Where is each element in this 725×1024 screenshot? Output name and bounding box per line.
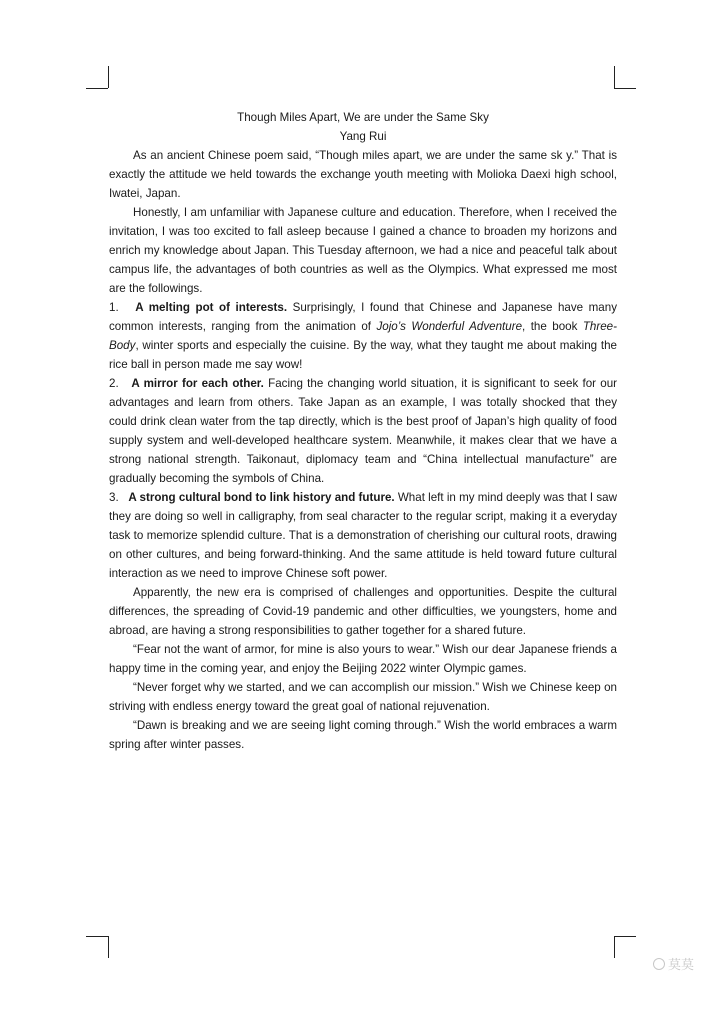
- document-author: Yang Rui: [339, 130, 387, 143]
- crop-mark-top-left: [86, 66, 110, 90]
- list-item-heading: A strong cultural bond to link history and future.: [128, 491, 395, 504]
- paragraph-intro: As an ancient Chinese poem said, “Though miles apart, we are under the same sk y.” That is exactly the attitude we held towards the exchange youth meeting with Molioka Daexi high school, Iwatei, Japan.: [109, 149, 617, 200]
- paragraph-invitation: Honestly, I am unfamiliar with Japanese culture and education. Therefore, when I received the invitation, I was too excited to fall asleep because I gained a chance to broaden my horizons and enrich my knowledge about Japan. This Tuesday afternoon, we had a nice and peaceful talk about campus life, the advantages of both countries as well as the Olympics. What expressed me most are the followings.: [109, 206, 617, 295]
- watermark-text: 莫莫: [668, 957, 695, 972]
- list-item-heading: A melting pot of interests.: [135, 301, 288, 314]
- paragraph-mission-quote: “Never forget why we started, and we can accomplish our mission.” Wish we Chinese keep on striving with endless energy toward the great goal of national rejuvenation.: [109, 681, 617, 713]
- book-title: Three-Body: [109, 320, 617, 352]
- list-item-number: 2.: [109, 377, 119, 390]
- crop-mark-bottom-left: [86, 936, 110, 960]
- list-item-number: 3.: [109, 491, 119, 504]
- document-body: [109, 108, 617, 754]
- list-item-text: , winter sports and especially the cuisine. By the way, what they taught me about making the rice ball in person made me say wow!: [109, 339, 617, 371]
- paragraph-armor-quote: “Fear not the want of armor, for mine is also yours to wear.” Wish our dear Japanese friends a happy time in the coming year, and enjoy the Beijing 2022 winter Olympic games.: [109, 643, 617, 675]
- document-title: Though Miles Apart, We are under the Same Sky: [237, 111, 489, 124]
- anime-title: Jojo’s Wonderful Adventure: [376, 320, 523, 333]
- list-item-number: 1.: [109, 301, 119, 314]
- list-item-text: What left in my mind deeply was that I saw they are doing so well in calligraphy, from seal character to the regular script, making it a everyday task to memorize splendid culture. That is a demonstration of cherishing our cultural roots, drawing on other cultures, and being forward-thinking. And the same attitude is held toward future cultural interaction as we need to improve Chinese soft power.: [109, 491, 617, 580]
- list-item-text: , the book: [522, 320, 583, 333]
- watermark-logo-icon: [653, 958, 665, 970]
- list-item-heading: A mirror for each other.: [131, 377, 264, 390]
- list-item-1: [109, 298, 617, 374]
- list-item-2: [109, 374, 617, 488]
- list-item-text: Facing the changing world situation, it is significant to seek for our advantages and learn from others. Take Japan as an example, I was totally shocked that they could drink clean water from the tap directly, which is the best proof of Japan’s high quality of food supply system and well-developed healthcare system. Meanwhile, it makes clear that we have a strong national strength. Taikonaut, diplomacy team and “China intellectual manufacture” are gradually becoming the symbols of China.: [109, 377, 618, 485]
- paragraph-dawn-quote: “Dawn is breaking and we are seeing light coming through.” Wish the world embraces a warm spring after winter passes.: [109, 719, 617, 751]
- crop-mark-bottom-right: [614, 936, 638, 960]
- crop-mark-top-right: [614, 66, 638, 90]
- list-item-3: [109, 488, 617, 583]
- watermark: [653, 954, 694, 973]
- list-item-text: Surprisingly, I found that Chinese and Japanese have many common interests, ranging from the animation of: [109, 301, 617, 333]
- paragraph-new-era: Apparently, the new era is comprised of challenges and opportunities. Despite the cultural differences, the spreading of Covid-19 pandemic and other difficulties, we youngsters, home and abroad, are having a strong responsibilities to gather together for a shared future.: [109, 586, 617, 637]
